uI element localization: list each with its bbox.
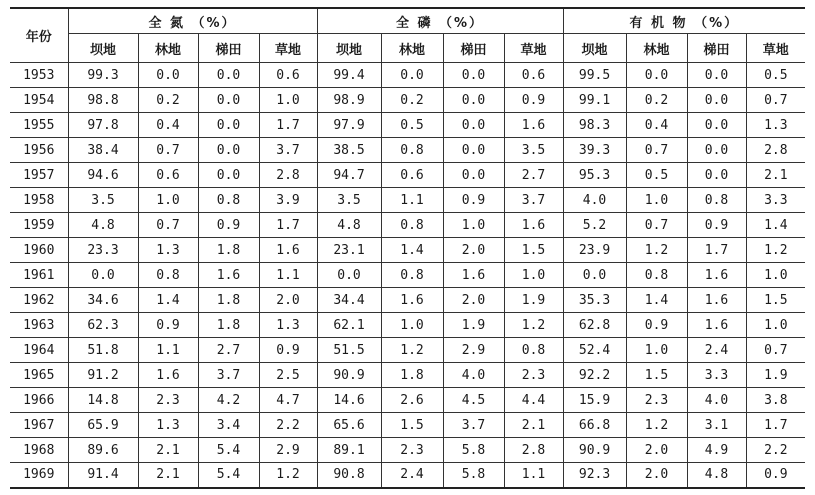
data-table <box>10 7 805 489</box>
value-cell: 1.9 <box>746 363 805 388</box>
value-cell: 90.8 <box>317 463 381 488</box>
group-header-organic-matter: 有 机 物 （%） <box>563 8 805 34</box>
subcolumn-header: 坝地 <box>68 34 138 63</box>
value-cell: 0.5 <box>626 163 687 188</box>
year-cell: 1955 <box>10 113 68 138</box>
value-cell: 1.0 <box>381 313 443 338</box>
year-cell: 1969 <box>10 463 68 488</box>
value-cell: 2.3 <box>138 388 198 413</box>
value-cell: 97.9 <box>317 113 381 138</box>
value-cell: 2.3 <box>504 363 563 388</box>
value-cell: 0.7 <box>138 213 198 238</box>
year-cell: 1953 <box>10 63 68 88</box>
value-cell: 65.9 <box>68 413 138 438</box>
value-cell: 1.0 <box>504 263 563 288</box>
table-row <box>10 113 805 138</box>
value-cell: 2.1 <box>138 463 198 488</box>
value-cell: 2.0 <box>626 438 687 463</box>
value-cell: 39.3 <box>563 138 626 163</box>
table-row <box>10 363 805 388</box>
value-cell: 0.6 <box>504 63 563 88</box>
header-row-subcolumns <box>10 34 805 63</box>
value-cell: 2.7 <box>504 163 563 188</box>
value-cell: 65.6 <box>317 413 381 438</box>
subcolumn-header: 坝地 <box>563 34 626 63</box>
value-cell: 4.0 <box>687 388 746 413</box>
value-cell: 92.3 <box>563 463 626 488</box>
value-cell: 2.8 <box>259 163 317 188</box>
value-cell: 2.9 <box>259 438 317 463</box>
value-cell: 91.4 <box>68 463 138 488</box>
value-cell: 2.4 <box>381 463 443 488</box>
value-cell: 4.7 <box>259 388 317 413</box>
subcolumn-header: 林地 <box>381 34 443 63</box>
value-cell: 2.6 <box>381 388 443 413</box>
value-cell: 0.0 <box>443 138 504 163</box>
value-cell: 90.9 <box>317 363 381 388</box>
value-cell: 2.2 <box>259 413 317 438</box>
value-cell: 0.0 <box>198 113 259 138</box>
value-cell: 0.9 <box>504 88 563 113</box>
value-cell: 1.0 <box>443 213 504 238</box>
value-cell: 2.5 <box>259 363 317 388</box>
value-cell: 1.5 <box>626 363 687 388</box>
value-cell: 90.9 <box>563 438 626 463</box>
subcolumn-header: 林地 <box>626 34 687 63</box>
value-cell: 1.8 <box>381 363 443 388</box>
value-cell: 0.9 <box>746 463 805 488</box>
value-cell: 3.5 <box>317 188 381 213</box>
value-cell: 1.9 <box>443 313 504 338</box>
value-cell: 0.7 <box>746 338 805 363</box>
value-cell: 62.3 <box>68 313 138 338</box>
table-row <box>10 338 805 363</box>
value-cell: 1.7 <box>687 238 746 263</box>
subcolumn-header: 梯田 <box>687 34 746 63</box>
value-cell: 0.7 <box>138 138 198 163</box>
value-cell: 1.3 <box>138 238 198 263</box>
value-cell: 23.9 <box>563 238 626 263</box>
value-cell: 1.7 <box>746 413 805 438</box>
value-cell: 0.0 <box>687 113 746 138</box>
value-cell: 2.1 <box>504 413 563 438</box>
value-cell: 0.7 <box>626 213 687 238</box>
table-row <box>10 388 805 413</box>
year-cell: 1957 <box>10 163 68 188</box>
table-body <box>10 63 805 488</box>
value-cell: 66.8 <box>563 413 626 438</box>
table-row <box>10 188 805 213</box>
value-cell: 3.7 <box>443 413 504 438</box>
value-cell: 0.0 <box>317 263 381 288</box>
value-cell: 1.8 <box>198 288 259 313</box>
value-cell: 14.8 <box>68 388 138 413</box>
value-cell: 1.5 <box>381 413 443 438</box>
value-cell: 38.4 <box>68 138 138 163</box>
value-cell: 4.8 <box>68 213 138 238</box>
table-row <box>10 413 805 438</box>
value-cell: 3.5 <box>68 188 138 213</box>
value-cell: 0.4 <box>626 113 687 138</box>
year-cell: 1959 <box>10 213 68 238</box>
group-header-total-phosphorus: 全 磷 （%） <box>317 8 563 34</box>
value-cell: 0.0 <box>381 63 443 88</box>
value-cell: 2.0 <box>443 288 504 313</box>
year-cell: 1968 <box>10 438 68 463</box>
value-cell: 0.9 <box>626 313 687 338</box>
value-cell: 0.0 <box>443 163 504 188</box>
value-cell: 92.2 <box>563 363 626 388</box>
value-cell: 5.4 <box>198 438 259 463</box>
value-cell: 3.8 <box>746 388 805 413</box>
table-row <box>10 263 805 288</box>
value-cell: 89.6 <box>68 438 138 463</box>
value-cell: 3.5 <box>504 138 563 163</box>
value-cell: 15.9 <box>563 388 626 413</box>
table-row <box>10 163 805 188</box>
value-cell: 1.9 <box>504 288 563 313</box>
value-cell: 1.0 <box>626 188 687 213</box>
year-cell: 1965 <box>10 363 68 388</box>
value-cell: 2.3 <box>381 438 443 463</box>
value-cell: 0.0 <box>687 163 746 188</box>
value-cell: 94.7 <box>317 163 381 188</box>
value-cell: 2.8 <box>504 438 563 463</box>
value-cell: 1.0 <box>626 338 687 363</box>
value-cell: 1.4 <box>381 238 443 263</box>
value-cell: 0.0 <box>198 138 259 163</box>
header-row-groups <box>10 8 805 34</box>
year-cell: 1967 <box>10 413 68 438</box>
value-cell: 98.9 <box>317 88 381 113</box>
value-cell: 1.6 <box>687 313 746 338</box>
year-header: 年份 <box>10 8 68 63</box>
value-cell: 1.2 <box>259 463 317 488</box>
value-cell: 0.8 <box>504 338 563 363</box>
value-cell: 0.0 <box>687 63 746 88</box>
value-cell: 2.0 <box>626 463 687 488</box>
subcolumn-header: 坝地 <box>317 34 381 63</box>
table-row <box>10 138 805 163</box>
value-cell: 1.1 <box>138 338 198 363</box>
value-cell: 1.6 <box>687 288 746 313</box>
value-cell: 0.4 <box>138 113 198 138</box>
value-cell: 3.7 <box>198 363 259 388</box>
subcolumn-header: 梯田 <box>198 34 259 63</box>
value-cell: 0.6 <box>138 163 198 188</box>
subcolumn-header: 草地 <box>746 34 805 63</box>
value-cell: 1.2 <box>381 338 443 363</box>
value-cell: 1.3 <box>138 413 198 438</box>
value-cell: 34.6 <box>68 288 138 313</box>
value-cell: 1.8 <box>198 313 259 338</box>
value-cell: 99.4 <box>317 63 381 88</box>
year-cell: 1961 <box>10 263 68 288</box>
value-cell: 2.3 <box>626 388 687 413</box>
table-row <box>10 463 805 488</box>
value-cell: 35.3 <box>563 288 626 313</box>
year-cell: 1963 <box>10 313 68 338</box>
value-cell: 52.4 <box>563 338 626 363</box>
value-cell: 1.6 <box>687 263 746 288</box>
value-cell: 1.1 <box>259 263 317 288</box>
subcolumn-header: 林地 <box>138 34 198 63</box>
value-cell: 1.6 <box>259 238 317 263</box>
year-cell: 1964 <box>10 338 68 363</box>
value-cell: 0.0 <box>687 88 746 113</box>
value-cell: 0.0 <box>443 113 504 138</box>
value-cell: 0.0 <box>138 63 198 88</box>
value-cell: 2.9 <box>443 338 504 363</box>
value-cell: 4.0 <box>563 188 626 213</box>
value-cell: 38.5 <box>317 138 381 163</box>
value-cell: 0.2 <box>381 88 443 113</box>
table-row <box>10 438 805 463</box>
value-cell: 3.9 <box>259 188 317 213</box>
value-cell: 0.8 <box>381 213 443 238</box>
value-cell: 5.4 <box>198 463 259 488</box>
value-cell: 0.6 <box>259 63 317 88</box>
value-cell: 4.2 <box>198 388 259 413</box>
value-cell: 2.0 <box>443 238 504 263</box>
value-cell: 23.3 <box>68 238 138 263</box>
value-cell: 34.4 <box>317 288 381 313</box>
value-cell: 4.4 <box>504 388 563 413</box>
value-cell: 0.8 <box>138 263 198 288</box>
value-cell: 3.3 <box>687 363 746 388</box>
value-cell: 4.8 <box>687 463 746 488</box>
value-cell: 1.2 <box>504 313 563 338</box>
value-cell: 99.3 <box>68 63 138 88</box>
value-cell: 0.9 <box>687 213 746 238</box>
group-header-total-nitrogen: 全 氮 （%） <box>68 8 317 34</box>
value-cell: 0.5 <box>746 63 805 88</box>
value-cell: 1.6 <box>443 263 504 288</box>
value-cell: 1.1 <box>381 188 443 213</box>
value-cell: 1.3 <box>746 113 805 138</box>
value-cell: 3.7 <box>504 188 563 213</box>
value-cell: 91.2 <box>68 363 138 388</box>
value-cell: 1.0 <box>259 88 317 113</box>
value-cell: 4.0 <box>443 363 504 388</box>
value-cell: 98.3 <box>563 113 626 138</box>
value-cell: 0.8 <box>381 263 443 288</box>
value-cell: 2.2 <box>746 438 805 463</box>
value-cell: 0.9 <box>138 313 198 338</box>
value-cell: 1.7 <box>259 213 317 238</box>
subcolumn-header: 草地 <box>504 34 563 63</box>
subcolumn-header: 梯田 <box>443 34 504 63</box>
value-cell: 0.0 <box>563 263 626 288</box>
value-cell: 1.4 <box>746 213 805 238</box>
value-cell: 99.5 <box>563 63 626 88</box>
value-cell: 2.0 <box>259 288 317 313</box>
table-row <box>10 213 805 238</box>
value-cell: 2.1 <box>138 438 198 463</box>
value-cell: 4.9 <box>687 438 746 463</box>
value-cell: 1.6 <box>504 213 563 238</box>
value-cell: 2.4 <box>687 338 746 363</box>
value-cell: 0.0 <box>198 63 259 88</box>
year-cell: 1958 <box>10 188 68 213</box>
value-cell: 1.6 <box>381 288 443 313</box>
table-row <box>10 88 805 113</box>
table-row <box>10 238 805 263</box>
value-cell: 2.8 <box>746 138 805 163</box>
year-cell: 1966 <box>10 388 68 413</box>
value-cell: 0.8 <box>198 188 259 213</box>
value-cell: 62.1 <box>317 313 381 338</box>
value-cell: 95.3 <box>563 163 626 188</box>
year-cell: 1962 <box>10 288 68 313</box>
value-cell: 0.2 <box>138 88 198 113</box>
value-cell: 1.5 <box>504 238 563 263</box>
value-cell: 4.5 <box>443 388 504 413</box>
value-cell: 0.0 <box>198 163 259 188</box>
value-cell: 1.8 <box>198 238 259 263</box>
value-cell: 0.0 <box>443 88 504 113</box>
value-cell: 5.8 <box>443 463 504 488</box>
value-cell: 1.2 <box>626 238 687 263</box>
value-cell: 0.9 <box>443 188 504 213</box>
value-cell: 0.0 <box>626 63 687 88</box>
value-cell: 0.7 <box>626 138 687 163</box>
value-cell: 62.8 <box>563 313 626 338</box>
value-cell: 0.0 <box>68 263 138 288</box>
value-cell: 1.1 <box>504 463 563 488</box>
value-cell: 2.1 <box>746 163 805 188</box>
value-cell: 1.6 <box>138 363 198 388</box>
value-cell: 1.6 <box>198 263 259 288</box>
value-cell: 51.8 <box>68 338 138 363</box>
value-cell: 5.8 <box>443 438 504 463</box>
value-cell: 23.1 <box>317 238 381 263</box>
table-row <box>10 63 805 88</box>
value-cell: 1.0 <box>746 313 805 338</box>
value-cell: 0.8 <box>687 188 746 213</box>
value-cell: 1.7 <box>259 113 317 138</box>
value-cell: 0.9 <box>259 338 317 363</box>
value-cell: 4.8 <box>317 213 381 238</box>
value-cell: 2.7 <box>198 338 259 363</box>
value-cell: 1.5 <box>746 288 805 313</box>
value-cell: 1.0 <box>138 188 198 213</box>
value-cell: 0.5 <box>381 113 443 138</box>
value-cell: 1.4 <box>626 288 687 313</box>
table-row <box>10 288 805 313</box>
value-cell: 94.6 <box>68 163 138 188</box>
value-cell: 0.8 <box>381 138 443 163</box>
value-cell: 1.0 <box>746 263 805 288</box>
value-cell: 0.8 <box>626 263 687 288</box>
value-cell: 1.4 <box>138 288 198 313</box>
value-cell: 0.0 <box>443 63 504 88</box>
value-cell: 3.1 <box>687 413 746 438</box>
subcolumn-header: 草地 <box>259 34 317 63</box>
value-cell: 1.6 <box>504 113 563 138</box>
value-cell: 97.8 <box>68 113 138 138</box>
value-cell: 99.1 <box>563 88 626 113</box>
value-cell: 14.6 <box>317 388 381 413</box>
value-cell: 0.9 <box>198 213 259 238</box>
value-cell: 0.2 <box>626 88 687 113</box>
year-cell: 1954 <box>10 88 68 113</box>
value-cell: 5.2 <box>563 213 626 238</box>
value-cell: 1.3 <box>259 313 317 338</box>
value-cell: 51.5 <box>317 338 381 363</box>
value-cell: 0.7 <box>746 88 805 113</box>
year-cell: 1956 <box>10 138 68 163</box>
table-row <box>10 313 805 338</box>
value-cell: 0.6 <box>381 163 443 188</box>
year-cell: 1960 <box>10 238 68 263</box>
value-cell: 3.4 <box>198 413 259 438</box>
value-cell: 89.1 <box>317 438 381 463</box>
table-header <box>10 8 805 63</box>
value-cell: 98.8 <box>68 88 138 113</box>
value-cell: 3.3 <box>746 188 805 213</box>
value-cell: 0.0 <box>198 88 259 113</box>
value-cell: 0.0 <box>687 138 746 163</box>
value-cell: 1.2 <box>746 238 805 263</box>
value-cell: 1.2 <box>626 413 687 438</box>
value-cell: 3.7 <box>259 138 317 163</box>
